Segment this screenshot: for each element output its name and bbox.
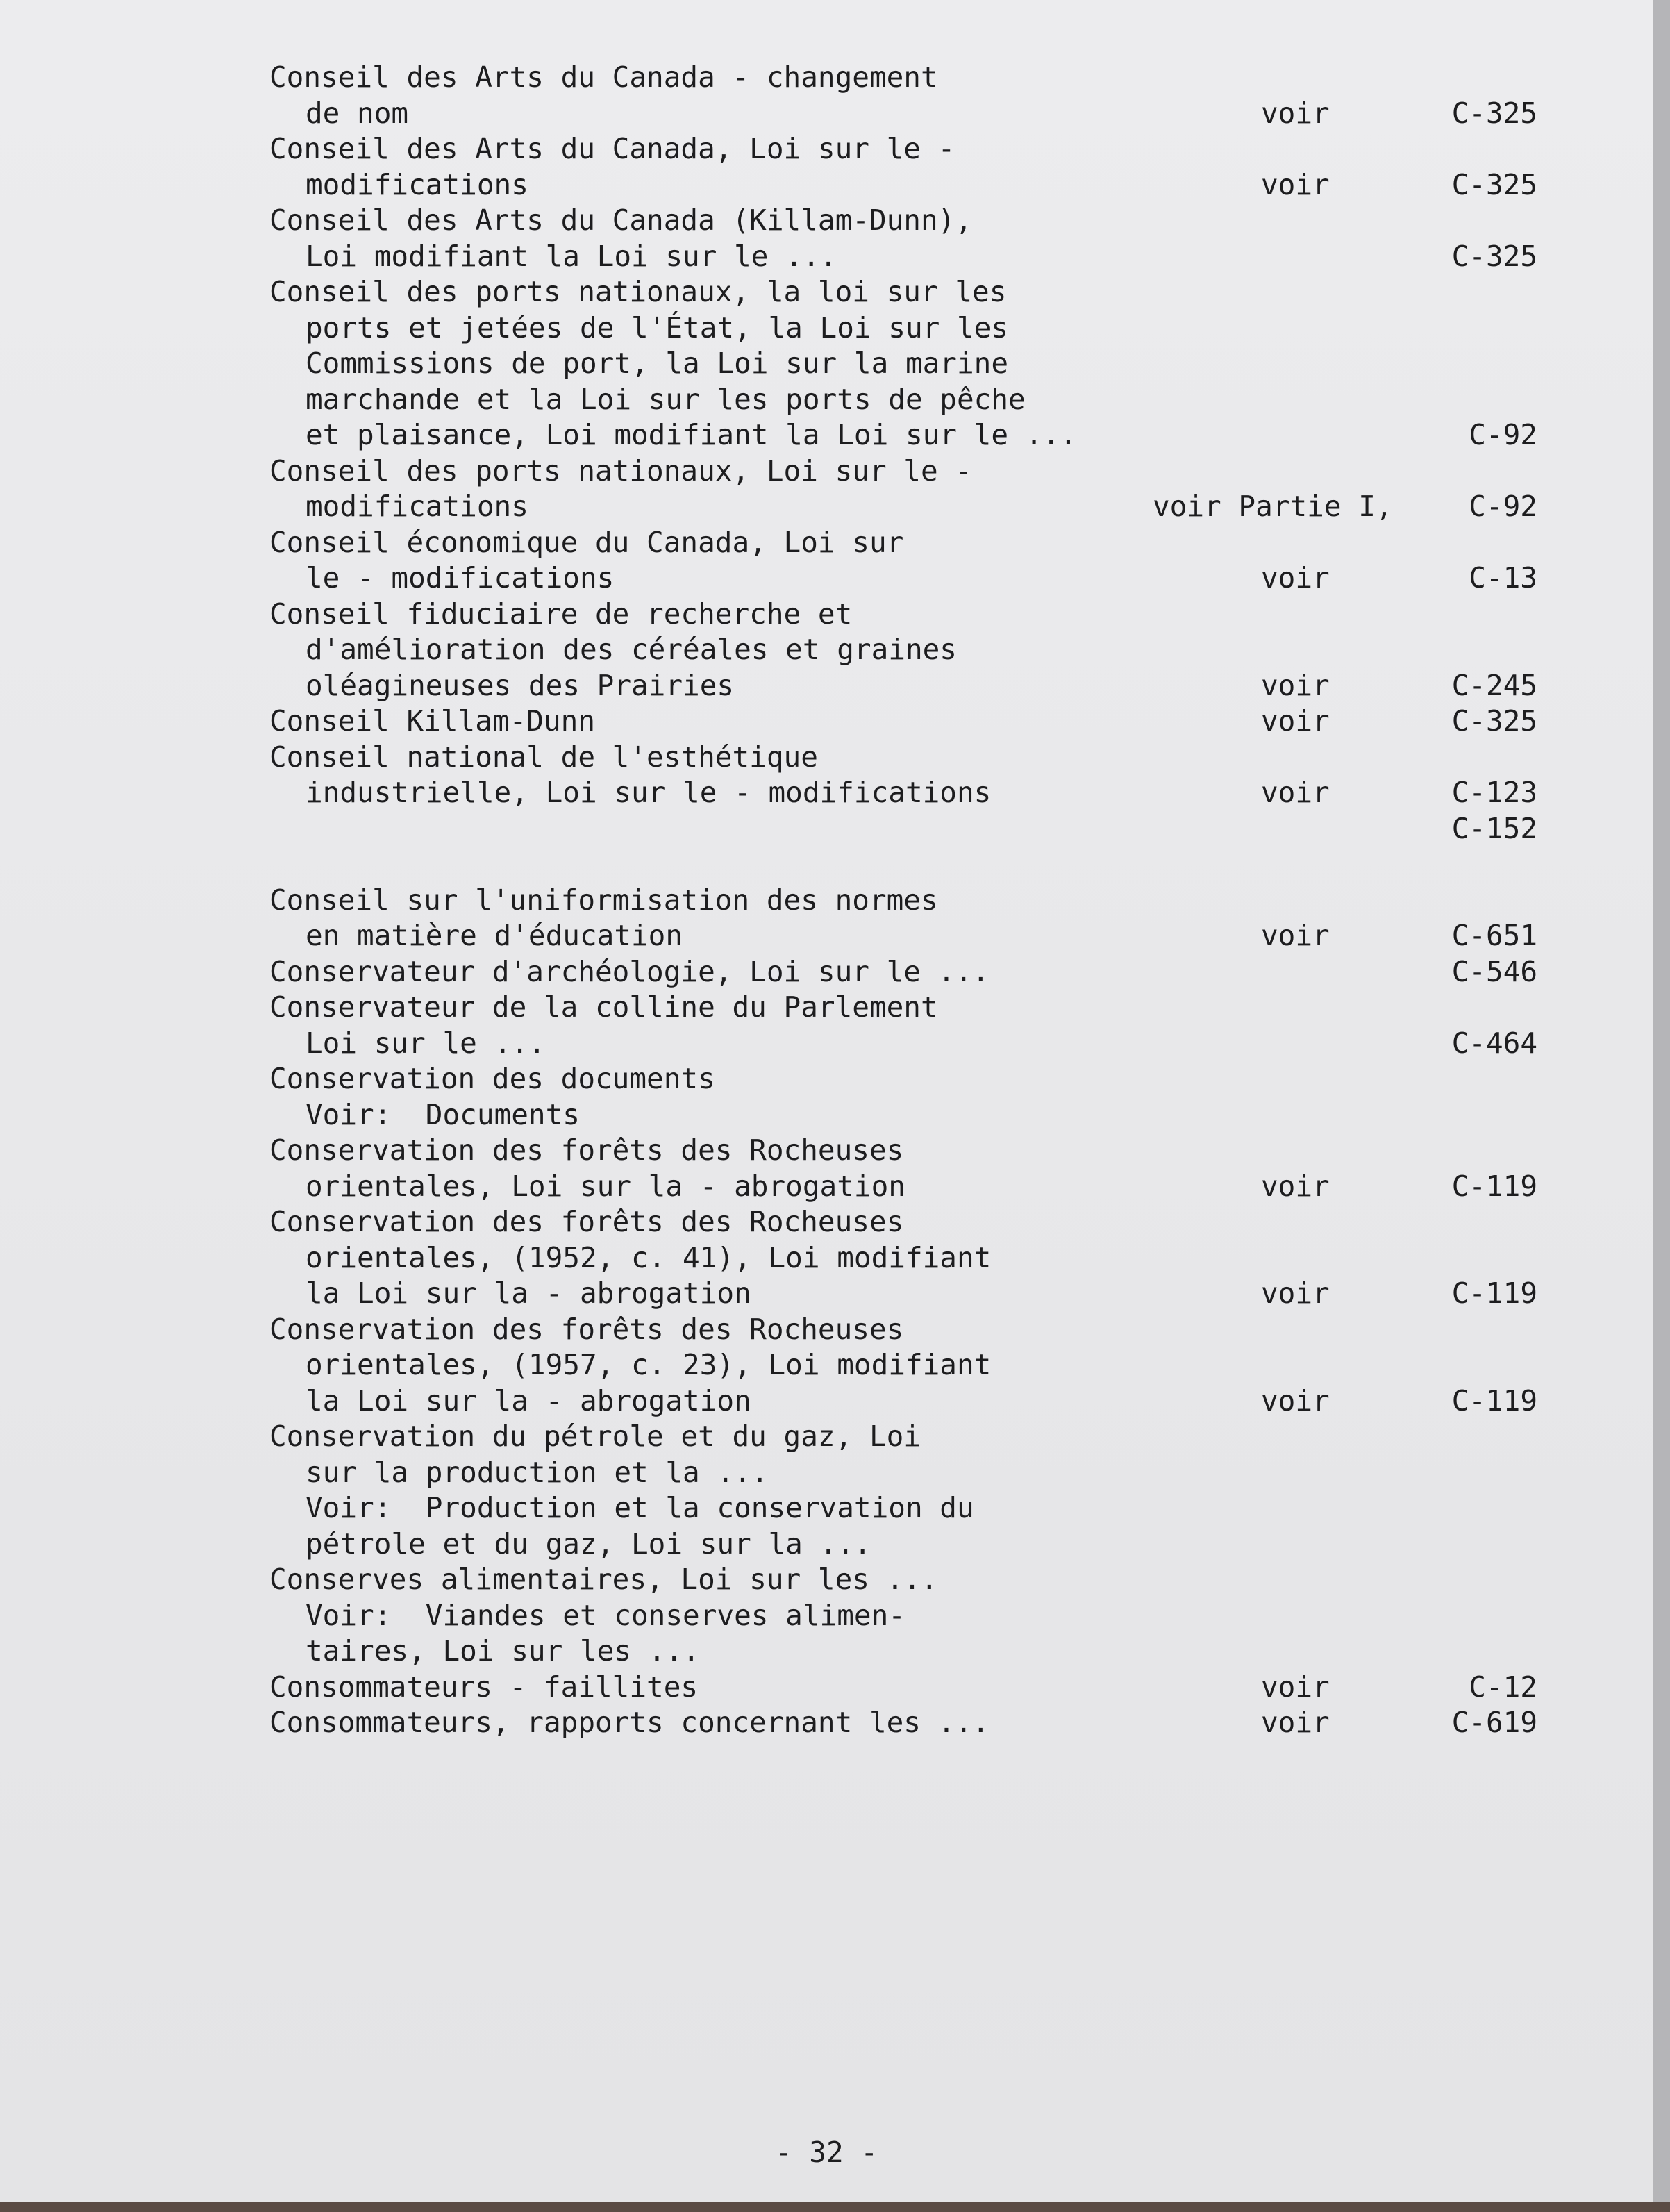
entry-text: Consommateurs - faillites [269, 1670, 699, 1704]
entry-text: Conserves alimentaires, Loi sur les ... [269, 1563, 938, 1596]
page-edge [1653, 0, 1670, 2212]
entry-text: sur la production et la ... [306, 1455, 769, 1489]
entry-text: Conseil des Arts du Canada, Loi sur le - [269, 132, 955, 165]
entry-text: en matière d'éducation [306, 919, 683, 952]
blank-line [269, 847, 1540, 883]
entry-continuation-line [269, 1490, 1540, 1527]
scan-bottom-edge [0, 2202, 1670, 2212]
entry-text: Conseil des ports nationaux, la loi sur les [269, 275, 1007, 308]
bill-reference: C-92 [1469, 490, 1537, 523]
see-reference-label: voir [1261, 1706, 1330, 1739]
entry-heading-line [269, 1061, 1540, 1097]
entry-continuation-line [269, 167, 1540, 203]
entry-continuation-line [269, 811, 1540, 847]
index-entry [269, 274, 1540, 454]
entry-text: Conservateur de la colline du Parlement [269, 990, 938, 1024]
bill-reference: C-12 [1469, 1670, 1537, 1704]
entry-text: Conseil des Arts du Canada - changement [269, 60, 938, 94]
entry-text: orientales, (1957, c. 23), Loi modifiant [306, 1348, 992, 1381]
index-entry [269, 203, 1540, 274]
bill-reference: C-546 [1451, 954, 1537, 988]
entry-text: taires, Loi sur les ... [306, 1634, 700, 1668]
entry-heading-line [269, 131, 1540, 167]
entry-continuation-line [269, 918, 1540, 954]
entry-continuation-line [269, 775, 1540, 811]
entry-text: la Loi sur la - abrogation [306, 1383, 751, 1417]
entry-text: Conseil des ports nationaux, Loi sur le - [269, 454, 973, 488]
index-entry [269, 454, 1540, 525]
entry-text: Conservateur d'archéologie, Loi sur le ... [269, 954, 990, 988]
entry-continuation-line [269, 1455, 1540, 1491]
entry-text: Voir: Production et la conservation du [306, 1491, 974, 1524]
entry-continuation-line [269, 1383, 1540, 1420]
see-reference-label: voir [1261, 561, 1330, 594]
index-entry [269, 990, 1540, 1061]
bill-reference: C-152 [1451, 811, 1537, 845]
bill-reference: C-119 [1451, 1383, 1537, 1417]
index-entry [269, 1312, 1540, 1420]
entry-heading-line [269, 1562, 1540, 1598]
see-reference-label: voir [1261, 1277, 1330, 1310]
entry-text: Conseil économique du Canada, Loi sur [269, 525, 904, 559]
entry-heading-line [269, 597, 1540, 633]
see-reference-label: voir [1261, 704, 1330, 738]
entry-continuation-line [269, 1169, 1540, 1205]
entry-text: Loi sur le ... [306, 1026, 546, 1060]
index-entry [269, 954, 1540, 990]
bill-reference: C-619 [1451, 1706, 1537, 1739]
see-reference-label: voir [1261, 1169, 1330, 1203]
entry-text: Loi modifiant la Loi sur le ... [306, 239, 837, 273]
entry-continuation-line [269, 1347, 1540, 1383]
entry-continuation-line [269, 1598, 1540, 1634]
entry-heading-line [269, 1133, 1540, 1169]
entry-text: Conseil Killam-Dunn [269, 704, 595, 738]
index-entry [269, 525, 1540, 597]
index-entry [269, 597, 1540, 704]
see-reference-label: voir [1261, 1383, 1330, 1417]
entry-continuation-line [269, 1633, 1540, 1670]
see-reference-label: voir [1261, 167, 1330, 201]
entry-heading-line [269, 1670, 1540, 1706]
entry-continuation-line [269, 382, 1540, 418]
entry-text: orientales, Loi sur la - abrogation [306, 1169, 905, 1203]
entry-text: marchande et la Loi sur les ports de pêche [306, 382, 1026, 416]
entry-text: Conseil national de l'esthétique [269, 740, 818, 774]
index-entry [269, 1705, 1540, 1741]
page-number: - 32 - [774, 2136, 878, 2169]
bill-reference: C-325 [1451, 167, 1537, 201]
entry-text: orientales, (1952, c. 41), Loi modifiant [306, 1240, 992, 1274]
entry-text: Voir: Documents [306, 1097, 580, 1131]
entry-text: Conseil sur l'uniformisation des normes [269, 883, 938, 917]
entry-text: d'amélioration des céréales et graines [306, 633, 957, 666]
entry-text: ports et jetées de l'État, la Loi sur les [306, 310, 1009, 344]
entry-text: Consommateurs, rapports concernant les ... [269, 1706, 990, 1739]
entry-continuation-line [269, 1097, 1540, 1133]
entry-continuation-line [269, 1527, 1540, 1563]
index-entry [269, 704, 1540, 740]
index-entry [269, 883, 1540, 954]
entry-heading-line [269, 454, 1540, 490]
entry-text: de nom [306, 96, 409, 130]
entry-text: Conseil des Arts du Canada (Killam-Dunn), [269, 203, 973, 237]
entry-text: oléagineuses des Prairies [306, 668, 735, 702]
index-entry [269, 1419, 1540, 1562]
entry-text: Commissions de port, la Loi sur la marine [306, 347, 1009, 380]
entry-text: Voir: Viandes et conserves alimen- [306, 1598, 905, 1632]
entry-text: Conservation des forêts des Rocheuses [269, 1133, 904, 1167]
entry-heading-line [269, 274, 1540, 310]
entry-text: pétrole et du gaz, Loi sur la ... [306, 1527, 871, 1561]
entry-heading-line [269, 203, 1540, 239]
bill-reference: C-325 [1451, 96, 1537, 130]
bill-reference: C-325 [1451, 704, 1537, 738]
bill-reference: C-13 [1469, 561, 1537, 594]
entry-text: Conservation des documents [269, 1062, 715, 1095]
entry-continuation-line [269, 560, 1540, 597]
entry-text: Conservation des forêts des Rocheuses [269, 1312, 904, 1346]
see-reference-label: voir [1261, 776, 1330, 809]
entry-heading-line [269, 60, 1540, 96]
index-entry [269, 60, 1540, 131]
entry-heading-line [269, 1312, 1540, 1348]
entry-text: modifications [306, 490, 528, 523]
entry-heading-line [269, 525, 1540, 561]
see-reference-label: voir [1261, 1670, 1330, 1704]
entry-text: industrielle, Loi sur le - modifications [306, 776, 992, 809]
entry-heading-line [269, 990, 1540, 1026]
entry-heading-line [269, 954, 1540, 990]
bill-reference: C-325 [1451, 239, 1537, 273]
entry-text: Conseil fiduciaire de recherche et [269, 597, 853, 631]
index-entry [269, 1061, 1540, 1133]
index-entry [269, 740, 1540, 847]
entry-continuation-line [269, 346, 1540, 382]
entry-continuation-line [269, 1240, 1540, 1277]
bill-reference: C-123 [1451, 776, 1537, 809]
bill-reference: C-92 [1469, 418, 1537, 451]
entry-heading-line [269, 704, 1540, 740]
entry-continuation-line [269, 489, 1540, 525]
entry-continuation-line [269, 239, 1540, 275]
index-entry [269, 1204, 1540, 1312]
entry-text: modifications [306, 167, 528, 201]
entry-heading-line [269, 1705, 1540, 1741]
index-list [269, 60, 1540, 1741]
index-entry [269, 1670, 1540, 1706]
entry-text: Conservation des forêts des Rocheuses [269, 1205, 904, 1238]
bill-reference: C-464 [1451, 1026, 1537, 1060]
entry-text: et plaisance, Loi modifiant la Loi sur le ... [306, 418, 1077, 451]
entry-continuation-line [269, 632, 1540, 668]
entry-text: le - modifications [306, 561, 615, 594]
entry-heading-line [269, 1419, 1540, 1455]
entry-continuation-line [269, 1026, 1540, 1062]
see-reference-label: voir [1261, 919, 1330, 952]
see-reference-label: voir [1261, 668, 1330, 702]
entry-heading-line [269, 740, 1540, 776]
index-entry [269, 131, 1540, 203]
see-reference-label: voir Partie I, [1153, 490, 1393, 523]
bill-reference: C-119 [1451, 1169, 1537, 1203]
see-reference-label: voir [1261, 96, 1330, 130]
entry-continuation-line [269, 310, 1540, 347]
entry-heading-line [269, 883, 1540, 919]
entry-continuation-line [269, 668, 1540, 704]
bill-reference: C-119 [1451, 1277, 1537, 1310]
bill-reference: C-245 [1451, 668, 1537, 702]
entry-continuation-line [269, 417, 1540, 454]
entry-text: Conservation du pétrole et du gaz, Loi [269, 1420, 921, 1453]
entry-continuation-line [269, 1276, 1540, 1312]
entry-continuation-line [269, 96, 1540, 132]
bill-reference: C-651 [1451, 919, 1537, 952]
index-entry [269, 1562, 1540, 1670]
entry-text: la Loi sur la - abrogation [306, 1277, 751, 1310]
index-entry [269, 1133, 1540, 1204]
entry-heading-line [269, 1204, 1540, 1240]
